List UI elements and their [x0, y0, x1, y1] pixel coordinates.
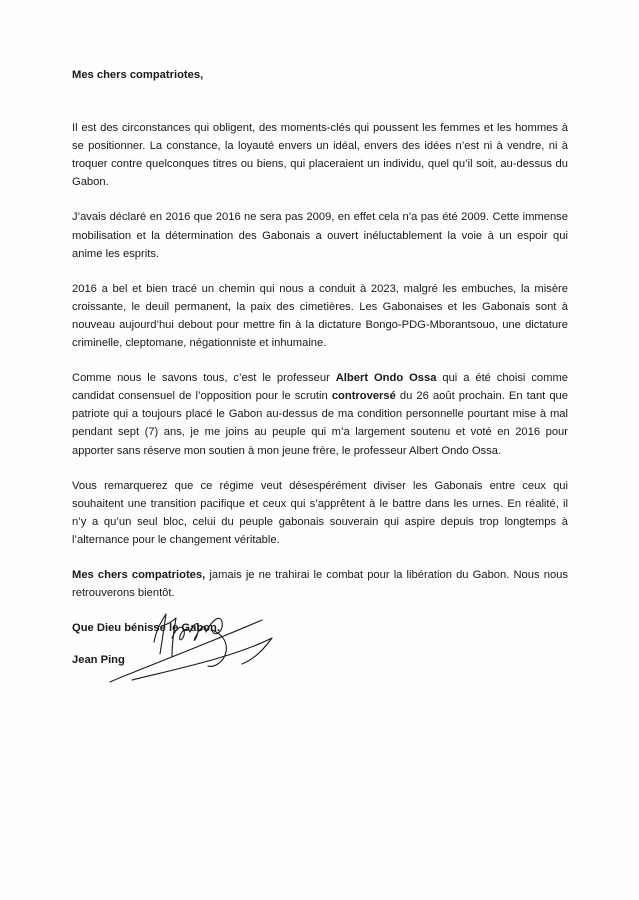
candidate-name: Albert Ondo Ossa: [335, 372, 437, 385]
salutation-repeat: Mes chers compatriotes,: [72, 568, 206, 581]
paragraph-2: J’avais déclaré en 2016 que 2016 ne sera pas 2009, en effet cela n’a pas été 2009. Cette immense mobilisation et la détermination des Gabonais a ouvert inéluctablement la voie à un espoir qui anime les esprits.: [72, 211, 568, 260]
letter-body: [72, 66, 568, 637]
paragraph-5: Vous remarquerez que ce régime veut désespérément diviser les Gabonais entre ceux qui souhaitent une transition pacifique et ceux qui s’apprêtent à le battre dans les urnes. En réalité, il n’y a qu’un seul bloc, celui du peuple gabonais souverain qui aspire depuis trop longtemps à l’alternance pour le changement véritable.: [72, 479, 568, 546]
paragraph-4-text: du 26 août prochain. En tant que patriote qui a toujours placé le Gabon au-dessus de ma condition personnelle pourtant mise à mal pendant sept (7) ans, je me joins au peuple qui m’a largement soutenu et voté en 2016 pour apporter sans réserve mon soutien à mon jeune frère, le professeur Albert Ondo Ossa.: [72, 390, 568, 457]
paragraph-3: 2016 a bel et bien tracé un chemin qui nous a conduit à 2023, malgré les embuches, la misère croissante, le deuil permanent, la paix des cimetières. Les Gabonaises et les Gabonais sont à nouveau aujourd’hui debout pour mettre fin à la dictature Bongo-PDG-Mborantsouo, une dictature criminelle, cleptomane, négationniste et inhumaine.: [72, 282, 568, 350]
paragraph-4-text: qui a été choisi comme candidat consensuel de l’opposition pour le scrutin: [72, 372, 569, 403]
paragraph-4-text: Comme nous le savons tous, c’est le professeur: [72, 372, 336, 385]
paragraph-6-text: jamais je ne trahirai le combat pour la libération du Gabon. Nous nous retrouverons bientôt.: [72, 568, 568, 600]
handwritten-signature-icon: [102, 608, 277, 688]
signature-block: [72, 608, 292, 688]
emphasis-controverse: controversé: [331, 390, 396, 403]
salutation: Mes chers compatriotes,: [72, 69, 204, 81]
paragraph-6: [72, 566, 568, 602]
paragraph-4: [72, 369, 568, 459]
signer-name: Jean Ping: [72, 654, 125, 666]
closing-line: Que Dieu bénisse le Gabon.: [72, 622, 220, 635]
paragraph-1: Il est des circonstances qui obligent, des moments-clés qui poussent les femmes et les hommes à se positionner. La constance, la loyauté envers un idéal, envers des idées n’est ni à vendre, ni à troquer contre quelconques titres ou biens, qui placeraient un individu, quel qu’il soit, au-dessus du Gabon.: [72, 122, 568, 189]
